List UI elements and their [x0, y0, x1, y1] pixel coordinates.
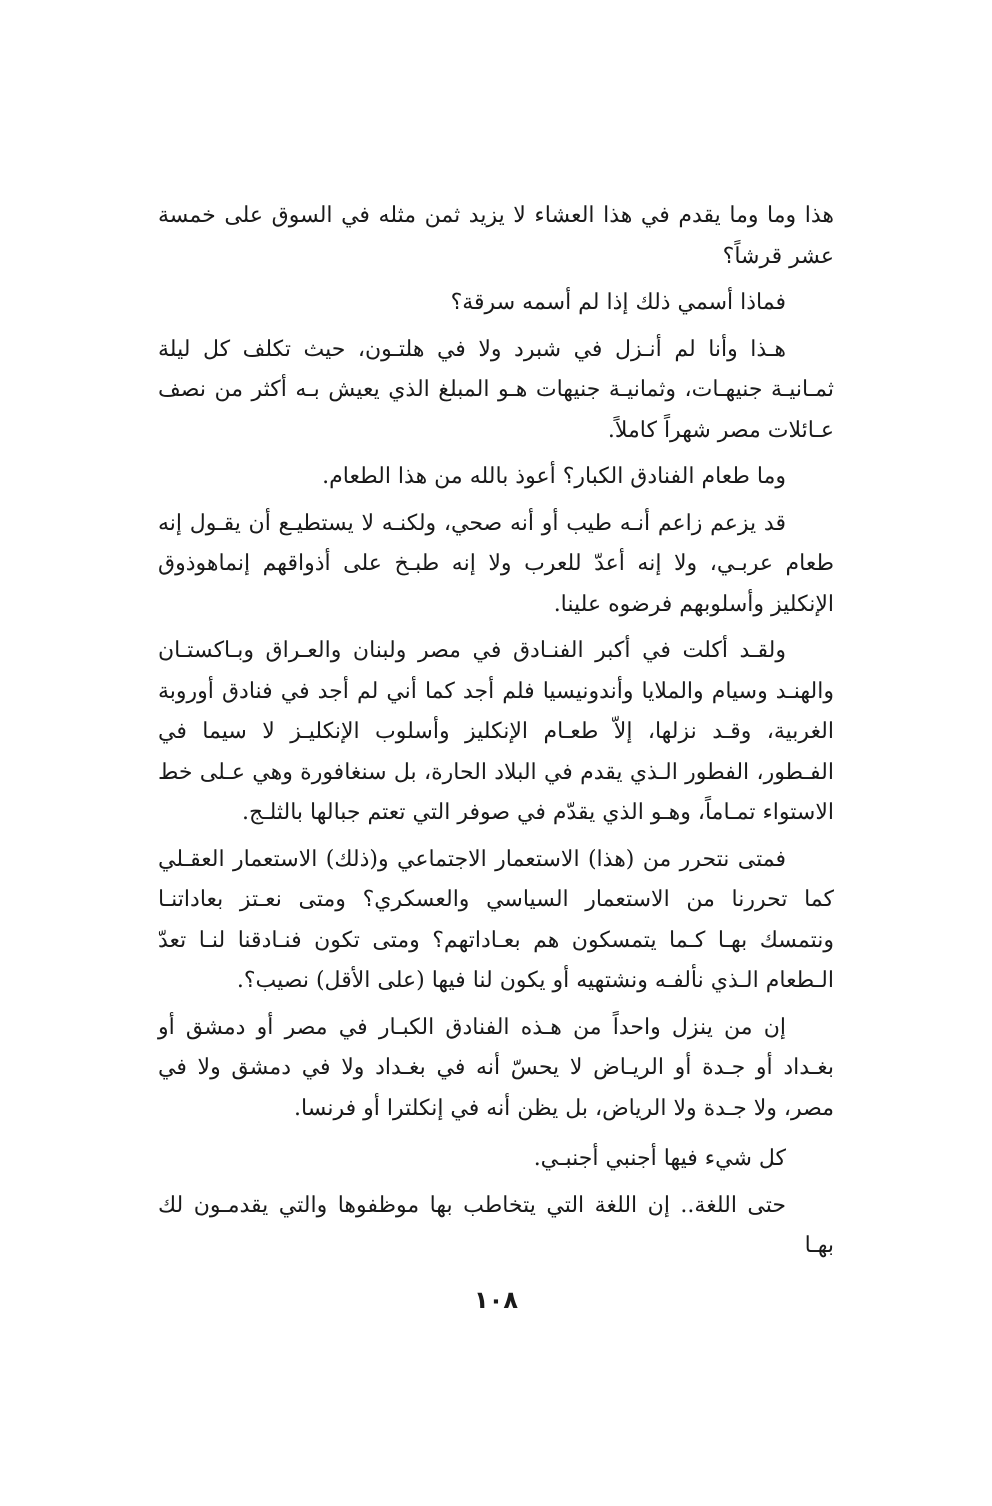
paragraph-1: هذا وما وما يقدم في هذا العشاء لا يزيد ثمن مثله في السوق على خمسة عشر قرشاً؟: [158, 203, 834, 269]
paragraph-6: ولقـد أكلت في أكبر الفنـادق في مصر ولبنان والعـراق وبـاكستـان والهنـد وسيام والملايا وأندونيسيا فلم أجد كما أني لم أجد في فنادق أوروبة الغربية، وقـد نزلها، إلاّ طعـام الإنكليز وأسلوب الإنكليـز لا سيما في الفـطور، الفطور الـذي يقدم في البلاد الحارة، بل سنغافورة وهي عـلى خط الاستواء تمـاماً، وهـو الذي يقدّم في صوفر التي تعتم جبالها بالثلـج.: [158, 638, 834, 825]
paragraph-10: حتى اللغة.. إن اللغة التي يتخاطب بها موظفوها والتي يقدمـون لك بهـا: [158, 1192, 834, 1258]
paragraph-9: كل شيء فيها أجنبي أجنبـي.: [533, 1146, 786, 1171]
page-number: ١٠٨: [474, 1286, 518, 1314]
paragraph-7: فمتى نتحرر من (هذا) الاستعمار الاجتماعي و(ذلك) الاستعمار العقـلي كما تحررنا من الاستعمار السياسي والعسكري؟ ومتى نعـتز بعاداتنـا ونتمسك بهـا كـما يتمسكون هم بعـاداتهم؟ ومتى تكون فنـادقنا لنـا تعدّ الـطعام الـذي نألفـه ونشتهيه أو يكون لنا فيها (على الأقل) نصيب؟.: [158, 846, 834, 993]
paragraph-3: هـذا وأنا لم أنـزل في شبرد ولا في هلتـون، حيث تكلف كل ليلة ثمـانيـة جنيهـات، وثمانيـة جنيهات هـو المبلغ الذي يعيش بـه أكثر من نصف عـائلات مصر شهراً كاملاً.: [158, 336, 834, 443]
paragraph-8: إن من ينزل واحداً من هـذه الفنادق الكبـار في مصر أو دمشق أو بغـداد أو جـدة أو الريـاض لا يحسّ أنه في بغـداد ولا في دمشق ولا في مصر، ولا جـدة ولا الرياض، بل يظن أنه في إنكلترا أو فرنسا.: [158, 1014, 834, 1121]
paragraph-4: وما طعام الفنادق الكبار؟ أعوذ بالله من هذا الطعام.: [322, 464, 786, 489]
paragraph-2: فماذا أسمي ذلك إذا لم أسمه سرقة؟: [450, 290, 786, 315]
body-text: [158, 196, 834, 1273]
paragraph-5: قد يزعم زاعم أنـه طيب أو أنه صحي، ولكنـه لا يستطيـع أن يقـول إنه طعام عربـي، ولا إنه أعدّ للعرب ولا إنه طبـخ على أذواقهم إنماهوذوق الإنكليز وأسلوبهم فرضوه علينا.: [158, 510, 834, 617]
